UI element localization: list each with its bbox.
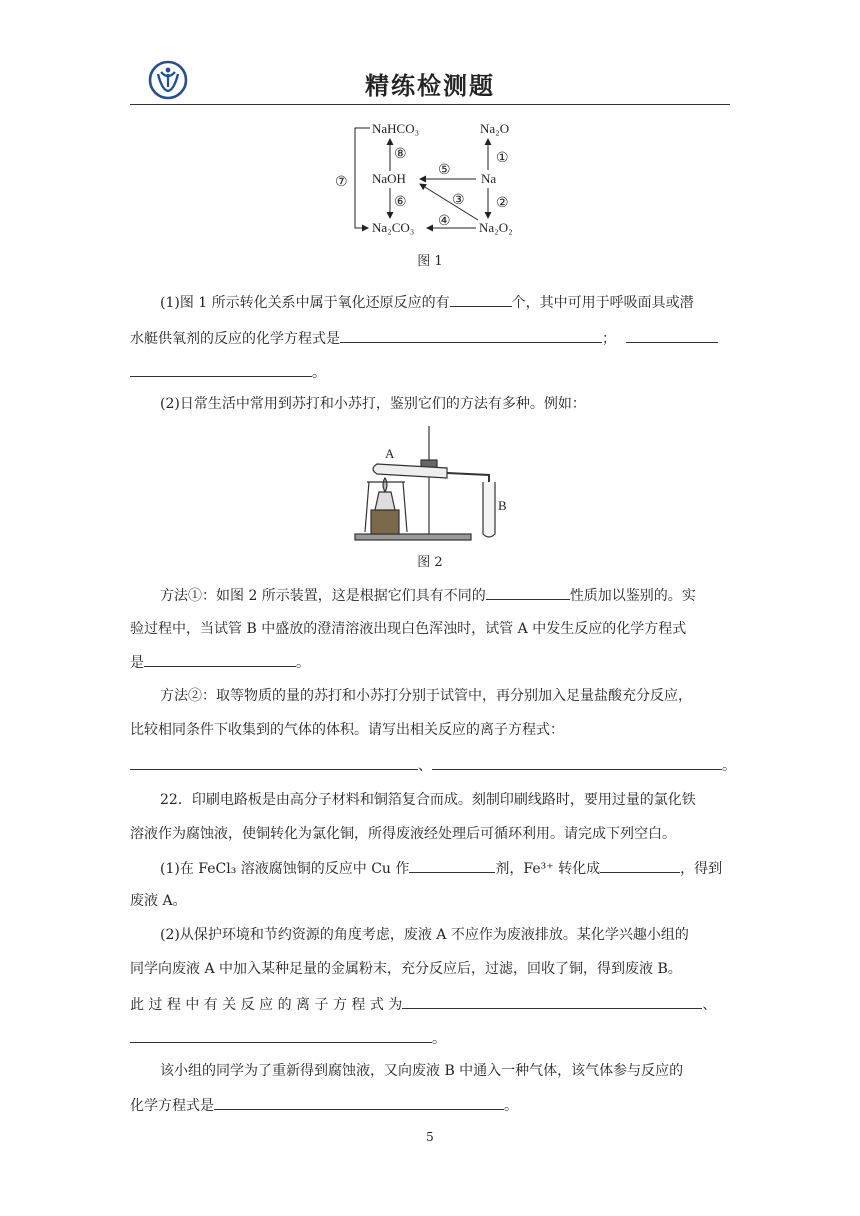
answer-blank[interactable] xyxy=(432,755,722,770)
label-r7: ⑦ xyxy=(335,175,348,190)
label-b: B xyxy=(498,498,507,513)
answer-blank[interactable] xyxy=(486,585,570,600)
figure-1-conversion-diagram xyxy=(330,112,540,242)
node-na2o: Na₂O xyxy=(480,121,510,136)
figure-1-caption: 图 1 xyxy=(417,254,443,269)
sub-question-1-line-1: (1)在 FeCl₃ 溶液腐蚀铜的反应中 Cu 作 剂，Fe³⁺ 转化成 ，得到 xyxy=(130,858,730,879)
label-r5: ⑤ xyxy=(438,163,451,178)
label-r8: ⑧ xyxy=(394,147,407,162)
label-r2: ② xyxy=(496,196,509,211)
sub-question-2-line-3: 此 过 程 中 有 关 反 应 的 离 子 方 程 式 为 、 xyxy=(130,994,730,1015)
node-na: Na xyxy=(481,171,497,186)
sub-question-3-line-2: 化学方程式是 。 xyxy=(130,1095,730,1116)
sub-question-2-line-1: (2)从保护环境和节约资源的角度考虑，废液 A 不应作为废液排放。某化学兴趣小组的 xyxy=(160,927,689,943)
node-na2co3: Na₂CO₃ xyxy=(372,220,415,235)
method-1-line-1: 方法①：如图 2 所示装置，这是根据它们具有不同的 性质加以鉴别的。实 xyxy=(130,585,730,606)
label-r3: ③ xyxy=(452,193,465,208)
node-nahco3: NaHCO₃ xyxy=(372,121,420,136)
question-1-line-2: 水艇供氧剂的反应的化学方程式是 ； xyxy=(130,328,730,349)
answer-blank[interactable] xyxy=(144,652,296,667)
method-2-line-1: 方法②：取等物质的量的苏打和小苏打分别于试管中，再分别加入足量盐酸充分反应， xyxy=(160,688,692,704)
answer-blank[interactable] xyxy=(214,1095,504,1110)
figure-2-caption: 图 2 xyxy=(417,555,443,570)
figure-2-apparatus xyxy=(347,422,517,546)
node-na2o2: Na₂O₂ xyxy=(479,220,513,235)
label-a: A xyxy=(385,446,395,461)
sub-question-2-line-4: 。 xyxy=(130,1028,730,1049)
page-header xyxy=(130,58,730,105)
sub-question-2-line-2: 同学向废液 A 中加入某种足量的金属粉末，充分反应后，过滤，回收了铜，得到废液 B。 xyxy=(130,961,682,977)
answer-blank[interactable] xyxy=(600,858,680,873)
method-1-line-3: 是 。 xyxy=(130,652,730,673)
question-1-line-3: 。 xyxy=(130,362,730,383)
method-1-line-2: 验过程中，当试管 B 中盛放的澄清溶液出现白色浑浊时，试管 A 中发生反应的化学方程式 xyxy=(130,621,687,637)
node-naoh: NaOH xyxy=(372,171,406,186)
method-2-line-2: 比较相同条件下收集到的气体的体积。请写出相关反应的离子方程式： xyxy=(130,722,564,738)
question-1-line-1: (1)图 1 所示转化关系中属于氧化还原反应的有 个，其中可用于呼吸面具或潜 xyxy=(130,292,730,313)
answer-blank[interactable] xyxy=(130,362,312,377)
question-22-line-2: 溶液作为腐蚀液，使铜转化为氯化铜，所得废液经处理后可循环利用。请完成下列空白。 xyxy=(130,826,676,842)
answer-blank[interactable] xyxy=(626,328,718,343)
sub-question-3-line-1: 该小组的同学为了重新得到腐蚀液，又向废液 B 中通入一种气体，该气体参与反应的 xyxy=(160,1063,684,1079)
answer-blank[interactable] xyxy=(130,1028,432,1043)
answer-blank[interactable] xyxy=(130,755,418,770)
question-2-intro: (2)日常生活中常用到苏打和小苏打，鉴别它们的方法有多种。例如： xyxy=(160,396,586,412)
question-22-line-1: 22．印刷电路板是由高分子材料和铜箔复合而成。刻制印刷线路时，要用过量的氯化铁 xyxy=(160,792,696,808)
label-r6: ⑥ xyxy=(394,195,407,210)
answer-blank[interactable] xyxy=(340,328,602,343)
method-2-line-3: 、 。 xyxy=(130,755,730,776)
answer-blank[interactable] xyxy=(402,994,702,1009)
label-r1: ① xyxy=(496,151,509,166)
page-title: 精练检测题 xyxy=(365,72,495,100)
sub-question-1-line-2: 废液 A。 xyxy=(130,893,187,909)
label-r4: ④ xyxy=(438,214,451,229)
page-number: 5 xyxy=(426,1130,434,1144)
answer-blank[interactable] xyxy=(450,292,512,307)
answer-blank[interactable] xyxy=(409,858,495,873)
